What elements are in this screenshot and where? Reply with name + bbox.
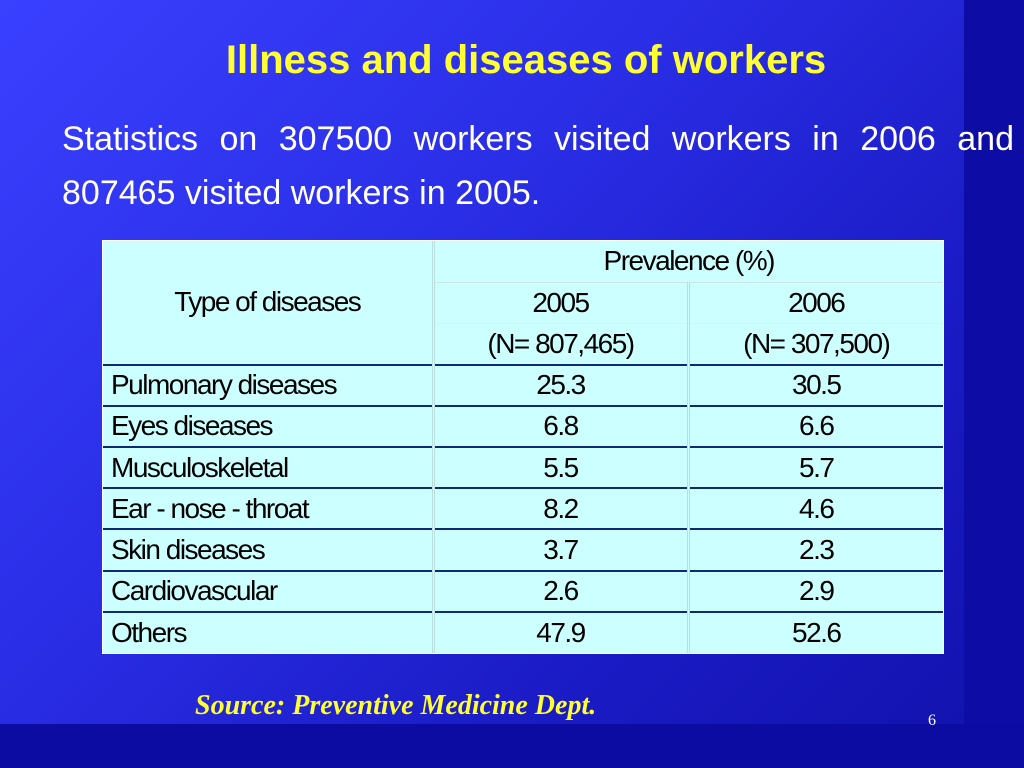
table-row xyxy=(103,447,943,488)
disease-type-cell: Others xyxy=(103,612,433,653)
value-2005-cell: 25.3 xyxy=(433,365,688,406)
value-2005-cell: 3.7 xyxy=(433,529,688,570)
table-row xyxy=(103,488,943,529)
value-2006-cell: 52.6 xyxy=(688,612,943,653)
value-2005-cell: 8.2 xyxy=(433,488,688,529)
prevalence-table xyxy=(103,241,943,653)
table-row xyxy=(103,612,943,653)
disease-type-cell: Ear - nose - throat xyxy=(103,488,433,529)
type-of-diseases-header: Type of diseases xyxy=(103,241,433,365)
slide-bottom-band xyxy=(0,724,1024,768)
slide-title: Illness and diseases of workers xyxy=(225,38,827,82)
disease-type-cell: Skin diseases xyxy=(103,529,433,570)
prevalence-header: Prevalence (%) xyxy=(433,241,943,282)
disease-type-cell: Musculoskeletal xyxy=(103,447,433,488)
n-2006-header: (N= 307,500) xyxy=(743,327,890,359)
disease-type-cell: Cardiovascular xyxy=(103,571,433,612)
year-2006-header: 2006 xyxy=(688,282,943,323)
n-2005-header: (N= 807,465) xyxy=(433,323,688,364)
value-2006-cell: 2.9 xyxy=(688,571,943,612)
page-number: 6 xyxy=(928,712,936,729)
slide-subtitle: Statistics on 307500 workers visited workers in 2006 and 807465 visited workers in 2005. xyxy=(62,120,1014,212)
source-citation: Source: Preventive Medicine Dept. xyxy=(195,690,597,721)
prevalence-table-container xyxy=(102,240,944,654)
disease-type-cell: Eyes diseases xyxy=(103,406,433,447)
table-row xyxy=(103,571,943,612)
table-header-row xyxy=(103,241,943,282)
value-2006-cell: 4.6 xyxy=(688,488,943,529)
table-row xyxy=(103,365,943,406)
value-2006-cell: 2.3 xyxy=(688,529,943,570)
value-2006-cell: 6.6 xyxy=(688,406,943,447)
value-2005-cell: 2.6 xyxy=(433,571,688,612)
disease-type-cell: Pulmonary diseases xyxy=(103,365,433,406)
value-2005-cell: 47.9 xyxy=(433,612,688,653)
value-2006-cell: 30.5 xyxy=(688,365,943,406)
table-row xyxy=(103,529,943,570)
value-2006-cell: 5.7 xyxy=(688,447,943,488)
value-2005-cell: 5.5 xyxy=(433,447,688,488)
year-2005-header: 2005 xyxy=(433,282,688,323)
table-row xyxy=(103,406,943,447)
value-2005-cell: 6.8 xyxy=(433,406,688,447)
